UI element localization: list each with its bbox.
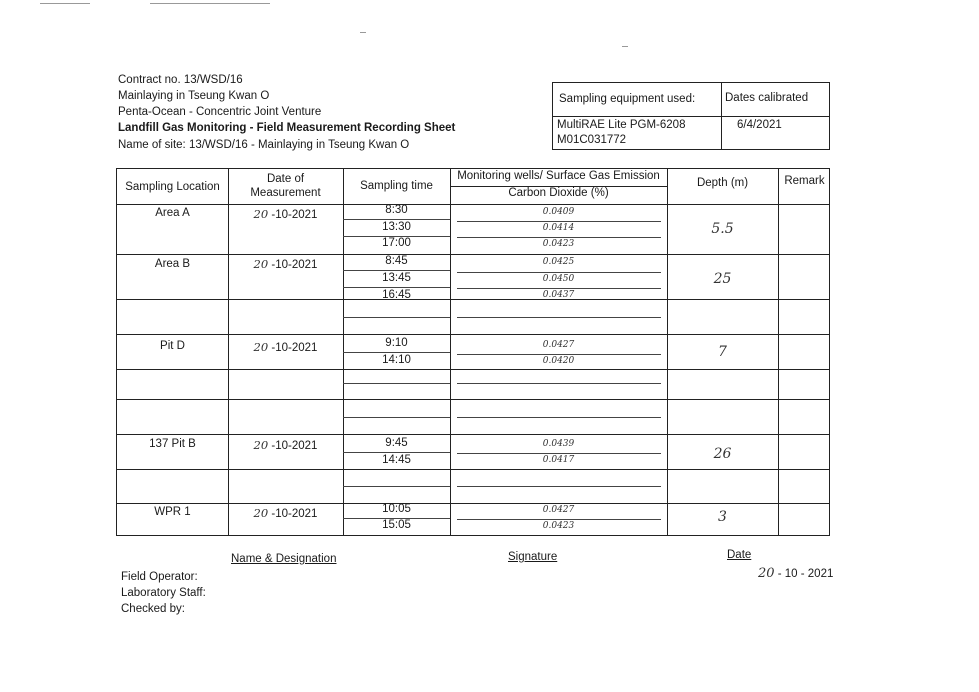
signoff-date: 20 - 10 - 2021 [758,566,834,581]
date-area-a: 20 -10-2021 [253,207,318,221]
scan-mark [40,3,90,4]
co2-reading: 0.0427 [542,505,575,515]
header-sampling-time: Sampling time [360,180,433,192]
header-date-line1: Date of [266,173,305,185]
time-cell: 13:45 [382,272,411,284]
co2-reading: 0.0409 [542,207,575,217]
project-name: Mainlaying in Tseung Kwan O [118,90,270,102]
sheet-title: Landfill Gas Monitoring - Field Measurement Recording Sheet [118,122,456,134]
dates-calibrated-label: Dates calibrated [725,92,809,104]
co2-reading: 0.0423 [542,239,575,249]
time-cell: 17:00 [382,237,411,249]
time-cell: 14:45 [382,454,411,466]
co2-reading: 0.0425 [542,257,575,267]
date-pit-d: 20 -10-2021 [253,340,318,354]
location-area-a: Area A [155,207,190,219]
co2-reading: 0.0414 [542,223,575,233]
header-monitoring-wells: Monitoring wells/ Surface Gas Emission [457,170,660,182]
time-cell: 16:45 [382,289,411,301]
depth-area-a: 5.5 [711,221,734,237]
contract-number: Contract no. 13/WSD/16 [118,74,243,86]
header-carbon-dioxide: Carbon Dioxide (%) [508,187,609,199]
header-remark: Remark [784,175,825,187]
date-area-b: 20 -10-2021 [253,257,318,271]
scan-mark [150,3,270,4]
laboratory-staff-label: Laboratory Staff: [121,587,206,599]
time-cell: 8:30 [385,204,408,216]
co2-reading: 0.0427 [542,340,575,350]
depth-137-pit-b: 26 [713,446,732,462]
time-cell: 13:30 [382,221,411,233]
equipment-used-label: Sampling equipment used: [559,93,696,105]
scan-mark [360,32,366,33]
time-cell: 9:45 [385,437,408,449]
header-depth: Depth (m) [696,177,749,189]
depth-wpr-1: 3 [718,509,727,525]
co2-reading: 0.0417 [542,455,575,465]
time-cell: 10:05 [382,503,411,515]
measurement-table [116,168,830,536]
time-cell: 14:10 [382,354,411,366]
depth-area-b: 25 [713,271,732,287]
scan-mark [622,46,628,47]
date-wpr-1: 20 -10-2021 [253,506,318,520]
location-wpr-1: WPR 1 [154,506,191,518]
checked-by-label: Checked by: [121,603,185,615]
equipment-box [552,82,830,150]
date-137-pit-b: 20 -10-2021 [253,438,318,452]
depth-pit-d: 7 [718,344,727,360]
name-designation-label: Name & Designation [231,553,337,565]
co2-reading: 0.0423 [542,521,575,531]
equipment-serial: M01C031772 [557,134,627,146]
co2-reading: 0.0450 [542,274,575,284]
location-137-pit-b: 137 Pit B [149,438,196,450]
co2-reading: 0.0420 [542,356,575,366]
header-sampling-location: Sampling Location [125,181,220,193]
equipment-model: MultiRAE Lite PGM-6208 [557,119,686,131]
field-operator-label: Field Operator: [121,571,198,583]
location-area-b: Area B [154,258,191,270]
date-label: Date [727,549,752,561]
signature-label: Signature [508,551,558,563]
calibration-date: 6/4/2021 [737,119,782,131]
co2-reading: 0.0437 [542,290,575,300]
co2-reading: 0.0439 [542,439,575,449]
location-pit-d: Pit D [160,340,185,352]
header-date-line2: Measurement [250,187,321,199]
time-cell: 8:45 [385,255,408,267]
time-cell: 9:10 [385,337,408,349]
site-name: Name of site: 13/WSD/16 - Mainlaying in Tseung Kwan O [118,139,410,151]
time-cell: 15:05 [382,519,411,531]
contractor-name: Penta-Ocean - Concentric Joint Venture [118,106,322,118]
